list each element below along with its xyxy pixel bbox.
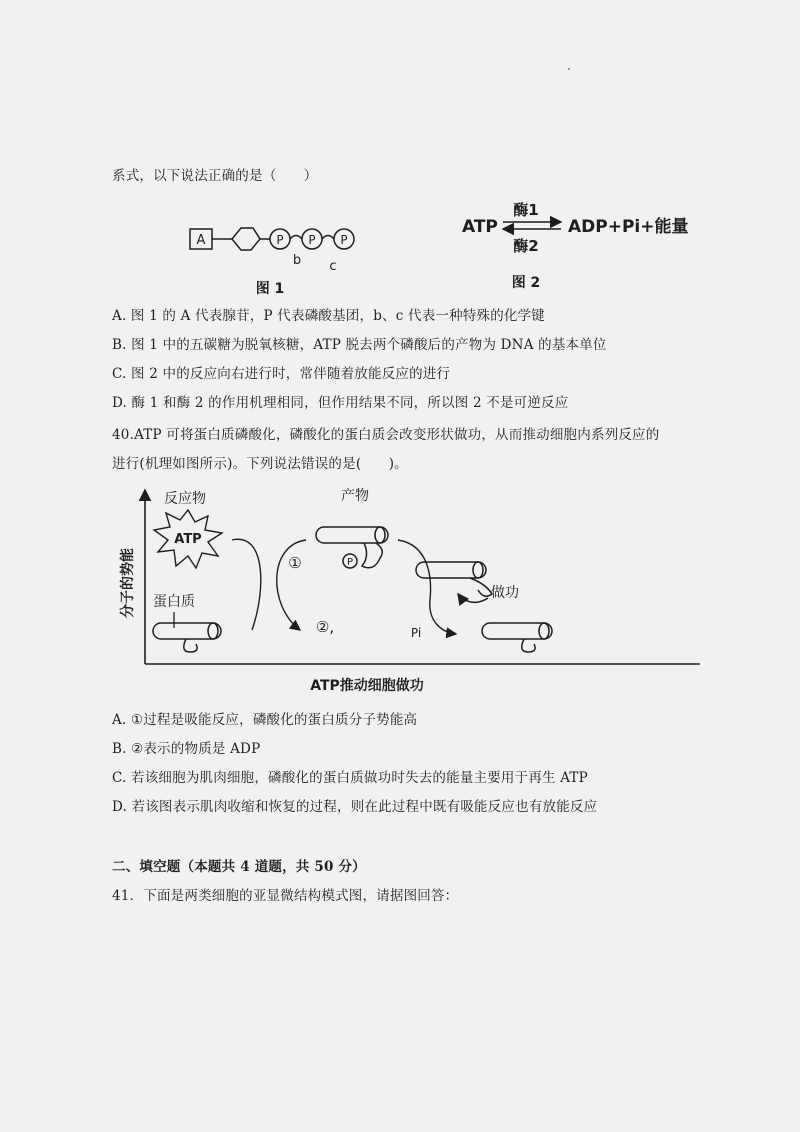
fig2-atp: ATP [462, 217, 498, 237]
q39-option-b: B. 图 1 中的五碳糖为脱氧核糖，ATP 脱去两个磷酸后的产物为 DNA 的基本单位 [112, 337, 607, 353]
fig3-pi-label: Pi [410, 626, 422, 640]
q40-option-a: A. ①过程是吸能反应，磷酸化的蛋白质分子势能高 [112, 712, 418, 728]
fig1-caption: 图 1 [255, 281, 285, 297]
q41-stem: 41．下面是两类细胞的亚显微结构模式图，请据图回答： [112, 888, 459, 904]
fig1-a-label: A [196, 233, 206, 248]
q40-option-d: D. 若该图表示肌肉收缩和恢复的过程，则在此过程中既有吸能反应也有放能反应 [112, 799, 598, 815]
section2-heading: 二、填空题（本题共 4 道题，共 50 分） [112, 859, 366, 875]
fig1-p-label-3: P [340, 233, 348, 247]
fig3-protein-label: 蛋白质 [153, 594, 195, 610]
fig1-ribose-pentagon [232, 228, 260, 250]
fig1-p-label-1: P [276, 233, 284, 247]
fig3-step2-label: ②, [315, 618, 335, 636]
fig3-p-label: P [346, 557, 354, 568]
fig3-product-label: 产物 [341, 488, 369, 504]
fig3-work-diagram [119, 487, 700, 694]
fig3-step1-label: ① [288, 554, 302, 572]
fig1-p-label-2: P [308, 233, 316, 247]
q40-stem-line2: 进行(机理如图所示)。下列说法错误的是( )。 [112, 456, 408, 472]
fig3-protein-cylinder [153, 623, 221, 652]
fig1-b-label: b [292, 253, 302, 268]
q40-option-c: C. 若该细胞为肌肉细胞，磷酸化的蛋白质做功时失去的能量主要用于再生 ATP [112, 770, 588, 786]
fig3-atp-label: ATP [174, 532, 202, 547]
fig2-enzyme1: 酶1 [513, 201, 539, 219]
fig1-c-label: c [329, 259, 337, 274]
fig3-caption: ATP推动细胞做功 [310, 678, 424, 694]
fig3-final-protein [482, 623, 552, 652]
q39-option-d: D. 酶 1 和酶 2 的作用机理相同，但作用结果不同，所以图 2 不是可逆反应 [112, 395, 569, 411]
fig2-caption: 图 2 [511, 275, 541, 291]
fig2-enzyme2: 酶2 [513, 237, 539, 255]
q39-option-c: C. 图 2 中的反应向右进行时，常伴随着放能反应的进行 [112, 366, 451, 382]
fig3-curve-work [398, 540, 456, 634]
q39-option-a: A. 图 1 的 A 代表腺苷，P 代表磷酸基团，b、c 代表一种特殊的化学键 [112, 308, 546, 324]
fig3-y-axis-label: 分子的势能 [120, 548, 136, 618]
q39-intro: 系式，以下说法正确的是（ ） [112, 168, 318, 184]
fig3-reactant-label: 反应物 [164, 491, 206, 507]
fig2-products: ADP+Pi+能量 [568, 217, 689, 237]
fig3-work-label: 做功 [491, 585, 519, 601]
q40-option-b: B. ②表示的物质是 ADP [112, 741, 261, 757]
fig1-atp-structure [190, 228, 354, 250]
q40-stem-line1: 40.ATP 可将蛋白质磷酸化，磷酸化的蛋白质会改变形状做功，从而推动细胞内系列反应的 [112, 427, 660, 443]
fig3-curve-left [232, 539, 261, 630]
